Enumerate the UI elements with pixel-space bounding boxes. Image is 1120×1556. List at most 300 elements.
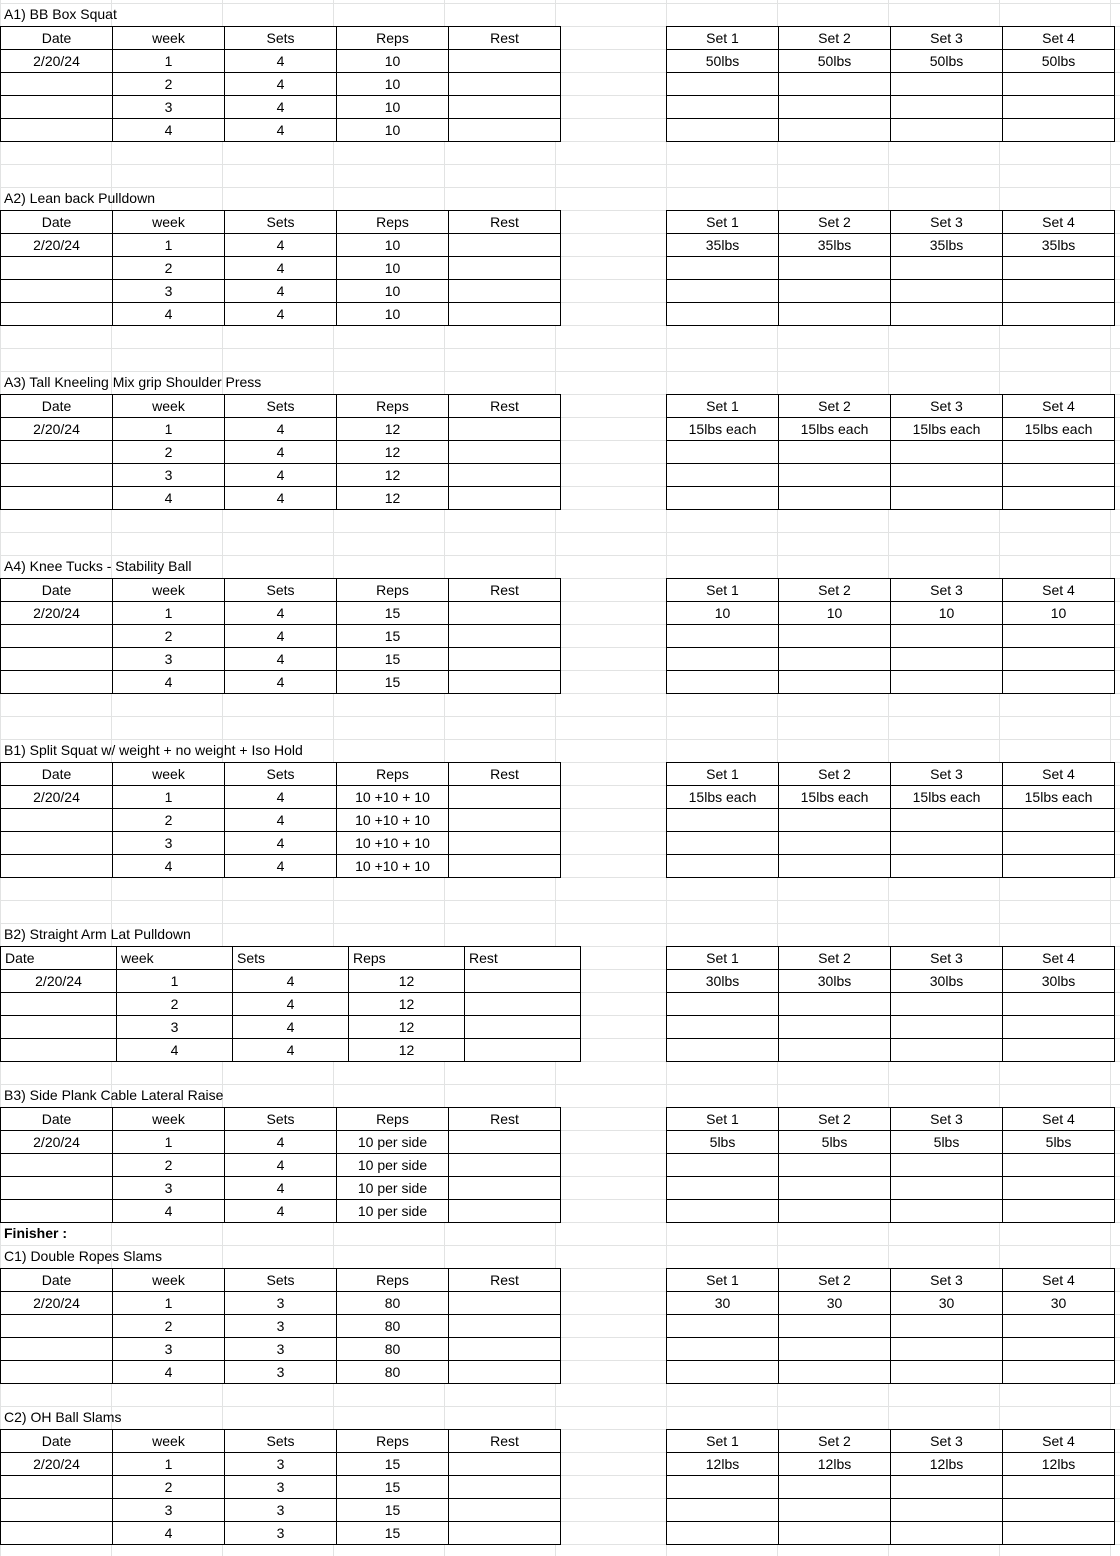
cell-date[interactable] xyxy=(1,1499,113,1522)
cell-date[interactable]: 2/20/24 xyxy=(1,50,113,73)
cell-rest[interactable] xyxy=(449,671,561,694)
cell-date[interactable]: 2/20/24 xyxy=(1,418,113,441)
cell-rest[interactable] xyxy=(449,1361,561,1384)
header-sets[interactable]: Sets xyxy=(225,1108,337,1131)
cell-rest[interactable] xyxy=(449,1522,561,1545)
cell-set-3[interactable] xyxy=(891,1039,1003,1062)
cell-set-4[interactable]: 15lbs each xyxy=(1003,418,1115,441)
cell-set-1[interactable] xyxy=(667,1154,779,1177)
cell-set-2[interactable] xyxy=(779,1154,891,1177)
cell-set-4[interactable] xyxy=(1003,280,1115,303)
cell-week[interactable]: 1 xyxy=(113,1131,225,1154)
header-set-2[interactable]: Set 2 xyxy=(779,1430,891,1453)
cell-date[interactable]: 2/20/24 xyxy=(1,1131,113,1154)
cell-set-4[interactable] xyxy=(1003,73,1115,96)
cell-set-4[interactable]: 30 xyxy=(1003,1292,1115,1315)
cell-set-3[interactable]: 10 xyxy=(891,602,1003,625)
cell-reps[interactable]: 10 per side xyxy=(337,1200,449,1223)
cell-set-1[interactable] xyxy=(667,96,779,119)
cell-set-3[interactable] xyxy=(891,648,1003,671)
cell-set-2[interactable] xyxy=(779,441,891,464)
header-set-4[interactable]: Set 4 xyxy=(1003,395,1115,418)
header-week[interactable]: week xyxy=(113,1108,225,1131)
cell-rest[interactable] xyxy=(465,1016,581,1039)
cell-sets[interactable]: 4 xyxy=(225,280,337,303)
cell-set-2[interactable]: 30 xyxy=(779,1292,891,1315)
header-set-4[interactable]: Set 4 xyxy=(1003,579,1115,602)
cell-sets[interactable]: 4 xyxy=(233,1016,349,1039)
cell-set-4[interactable] xyxy=(1003,1200,1115,1223)
cell-rest[interactable] xyxy=(449,234,561,257)
cell-rest[interactable] xyxy=(449,602,561,625)
header-reps[interactable]: Reps xyxy=(337,763,449,786)
cell-rest[interactable] xyxy=(449,257,561,280)
cell-set-1[interactable] xyxy=(667,625,779,648)
cell-rest[interactable] xyxy=(449,73,561,96)
cell-set-2[interactable]: 5lbs xyxy=(779,1131,891,1154)
header-set-4[interactable]: Set 4 xyxy=(1003,1430,1115,1453)
cell-set-4[interactable] xyxy=(1003,1039,1115,1062)
cell-sets[interactable]: 4 xyxy=(225,832,337,855)
exercise-title[interactable]: B3) Side Plank Cable Lateral Raise xyxy=(4,1087,224,1103)
cell-set-1[interactable] xyxy=(667,993,779,1016)
cell-week[interactable]: 4 xyxy=(113,1522,225,1545)
header-rest[interactable]: Rest xyxy=(449,1430,561,1453)
cell-set-4[interactable] xyxy=(1003,671,1115,694)
exercise-title[interactable]: B2) Straight Arm Lat Pulldown xyxy=(4,926,191,942)
cell-sets[interactable]: 4 xyxy=(225,648,337,671)
cell-week[interactable]: 3 xyxy=(113,1499,225,1522)
cell-sets[interactable]: 3 xyxy=(225,1499,337,1522)
cell-set-2[interactable]: 10 xyxy=(779,602,891,625)
cell-week[interactable]: 2 xyxy=(113,625,225,648)
cell-set-3[interactable] xyxy=(891,832,1003,855)
cell-set-3[interactable]: 15lbs each xyxy=(891,418,1003,441)
cell-set-2[interactable]: 12lbs xyxy=(779,1453,891,1476)
exercise-title[interactable]: A1) BB Box Squat xyxy=(4,6,117,22)
header-rest[interactable]: Rest xyxy=(465,947,581,970)
cell-set-3[interactable] xyxy=(891,809,1003,832)
cell-sets[interactable]: 3 xyxy=(225,1315,337,1338)
cell-date[interactable]: 2/20/24 xyxy=(1,786,113,809)
cell-set-2[interactable] xyxy=(779,464,891,487)
cell-week[interactable]: 3 xyxy=(113,96,225,119)
cell-reps[interactable]: 10 xyxy=(337,234,449,257)
header-set-1[interactable]: Set 1 xyxy=(667,1430,779,1453)
cell-week[interactable]: 1 xyxy=(113,50,225,73)
cell-set-2[interactable] xyxy=(779,119,891,142)
exercise-title[interactable]: A4) Knee Tucks - Stability Ball xyxy=(4,558,192,574)
cell-reps[interactable]: 10 +10 + 10 xyxy=(337,809,449,832)
cell-date[interactable] xyxy=(1,671,113,694)
header-set-3[interactable]: Set 3 xyxy=(891,395,1003,418)
cell-set-1[interactable] xyxy=(667,257,779,280)
cell-sets[interactable]: 3 xyxy=(225,1522,337,1545)
cell-reps[interactable]: 15 xyxy=(337,1499,449,1522)
cell-set-3[interactable]: 30lbs xyxy=(891,970,1003,993)
cell-set-4[interactable]: 12lbs xyxy=(1003,1453,1115,1476)
cell-reps[interactable]: 12 xyxy=(349,1039,465,1062)
cell-set-1[interactable]: 35lbs xyxy=(667,234,779,257)
header-sets[interactable]: Sets xyxy=(225,395,337,418)
cell-week[interactable]: 2 xyxy=(113,1315,225,1338)
cell-week[interactable]: 3 xyxy=(113,1177,225,1200)
header-set-4[interactable]: Set 4 xyxy=(1003,211,1115,234)
cell-reps[interactable]: 10 per side xyxy=(337,1154,449,1177)
cell-rest[interactable] xyxy=(449,1499,561,1522)
cell-set-4[interactable]: 50lbs xyxy=(1003,50,1115,73)
header-rest[interactable]: Rest xyxy=(449,27,561,50)
header-set-1[interactable]: Set 1 xyxy=(667,27,779,50)
header-set-4[interactable]: Set 4 xyxy=(1003,1269,1115,1292)
cell-sets[interactable]: 4 xyxy=(225,1154,337,1177)
cell-set-2[interactable] xyxy=(779,1016,891,1039)
cell-set-4[interactable] xyxy=(1003,487,1115,510)
cell-week[interactable]: 1 xyxy=(113,602,225,625)
cell-rest[interactable] xyxy=(449,1315,561,1338)
header-reps[interactable]: Reps xyxy=(337,27,449,50)
cell-set-2[interactable] xyxy=(779,487,891,510)
header-set-3[interactable]: Set 3 xyxy=(891,763,1003,786)
cell-set-3[interactable] xyxy=(891,1476,1003,1499)
cell-set-2[interactable] xyxy=(779,671,891,694)
cell-rest[interactable] xyxy=(449,1338,561,1361)
header-set-1[interactable]: Set 1 xyxy=(667,1108,779,1131)
cell-set-3[interactable]: 12lbs xyxy=(891,1453,1003,1476)
header-sets[interactable]: Sets xyxy=(225,579,337,602)
cell-rest[interactable] xyxy=(449,303,561,326)
cell-set-1[interactable] xyxy=(667,832,779,855)
cell-sets[interactable]: 4 xyxy=(225,234,337,257)
cell-week[interactable]: 3 xyxy=(113,648,225,671)
cell-set-4[interactable] xyxy=(1003,1361,1115,1384)
cell-week[interactable]: 1 xyxy=(113,786,225,809)
cell-sets[interactable]: 4 xyxy=(225,671,337,694)
exercise-title[interactable]: A2) Lean back Pulldown xyxy=(4,190,155,206)
cell-set-1[interactable]: 5lbs xyxy=(667,1131,779,1154)
cell-set-4[interactable]: 5lbs xyxy=(1003,1131,1115,1154)
cell-sets[interactable]: 4 xyxy=(233,970,349,993)
cell-set-3[interactable] xyxy=(891,280,1003,303)
cell-set-2[interactable] xyxy=(779,832,891,855)
cell-sets[interactable]: 4 xyxy=(225,1131,337,1154)
header-week[interactable]: week xyxy=(113,395,225,418)
cell-set-2[interactable]: 30lbs xyxy=(779,970,891,993)
cell-set-2[interactable]: 50lbs xyxy=(779,50,891,73)
cell-set-1[interactable]: 30 xyxy=(667,1292,779,1315)
cell-set-3[interactable] xyxy=(891,1154,1003,1177)
cell-set-1[interactable]: 50lbs xyxy=(667,50,779,73)
header-week[interactable]: week xyxy=(113,1269,225,1292)
cell-set-3[interactable] xyxy=(891,1361,1003,1384)
cell-date[interactable] xyxy=(1,1476,113,1499)
cell-sets[interactable]: 3 xyxy=(225,1453,337,1476)
cell-reps[interactable]: 10 per side xyxy=(337,1131,449,1154)
cell-rest[interactable] xyxy=(449,1200,561,1223)
cell-sets[interactable]: 4 xyxy=(225,855,337,878)
header-sets[interactable]: Sets xyxy=(233,947,349,970)
cell-set-2[interactable] xyxy=(779,1499,891,1522)
cell-set-1[interactable]: 10 xyxy=(667,602,779,625)
cell-rest[interactable] xyxy=(449,832,561,855)
cell-date[interactable] xyxy=(1,303,113,326)
cell-set-4[interactable] xyxy=(1003,1177,1115,1200)
header-set-4[interactable]: Set 4 xyxy=(1003,947,1115,970)
header-rest[interactable]: Rest xyxy=(449,1269,561,1292)
cell-date[interactable] xyxy=(1,648,113,671)
cell-sets[interactable]: 4 xyxy=(225,1200,337,1223)
cell-set-2[interactable] xyxy=(779,303,891,326)
cell-rest[interactable] xyxy=(449,1453,561,1476)
cell-rest[interactable] xyxy=(449,1131,561,1154)
cell-reps[interactable]: 10 per side xyxy=(337,1177,449,1200)
cell-set-1[interactable] xyxy=(667,1361,779,1384)
cell-sets[interactable]: 3 xyxy=(225,1338,337,1361)
header-set-2[interactable]: Set 2 xyxy=(779,947,891,970)
cell-set-3[interactable] xyxy=(891,1338,1003,1361)
cell-reps[interactable]: 15 xyxy=(337,602,449,625)
cell-rest[interactable] xyxy=(449,1476,561,1499)
cell-set-2[interactable] xyxy=(779,1177,891,1200)
header-set-2[interactable]: Set 2 xyxy=(779,1269,891,1292)
cell-week[interactable]: 2 xyxy=(113,809,225,832)
cell-set-2[interactable] xyxy=(779,1039,891,1062)
header-set-2[interactable]: Set 2 xyxy=(779,763,891,786)
cell-sets[interactable]: 4 xyxy=(225,464,337,487)
cell-set-2[interactable] xyxy=(779,1338,891,1361)
cell-week[interactable]: 1 xyxy=(113,1453,225,1476)
cell-set-3[interactable] xyxy=(891,303,1003,326)
cell-set-4[interactable]: 35lbs xyxy=(1003,234,1115,257)
cell-set-4[interactable] xyxy=(1003,809,1115,832)
cell-set-4[interactable] xyxy=(1003,257,1115,280)
cell-set-3[interactable] xyxy=(891,1200,1003,1223)
cell-reps[interactable]: 10 +10 + 10 xyxy=(337,786,449,809)
cell-date[interactable] xyxy=(1,809,113,832)
header-set-3[interactable]: Set 3 xyxy=(891,947,1003,970)
cell-set-3[interactable] xyxy=(891,464,1003,487)
header-set-1[interactable]: Set 1 xyxy=(667,579,779,602)
cell-set-1[interactable] xyxy=(667,280,779,303)
cell-reps[interactable]: 10 +10 + 10 xyxy=(337,832,449,855)
cell-date[interactable] xyxy=(1,1315,113,1338)
header-date[interactable]: Date xyxy=(1,211,113,234)
cell-set-3[interactable] xyxy=(891,1499,1003,1522)
cell-set-4[interactable] xyxy=(1003,832,1115,855)
cell-date[interactable]: 2/20/24 xyxy=(1,970,117,993)
cell-set-2[interactable] xyxy=(779,855,891,878)
cell-date[interactable]: 2/20/24 xyxy=(1,1453,113,1476)
cell-set-4[interactable]: 10 xyxy=(1003,602,1115,625)
header-sets[interactable]: Sets xyxy=(225,27,337,50)
cell-date[interactable] xyxy=(1,1039,117,1062)
cell-set-1[interactable]: 30lbs xyxy=(667,970,779,993)
cell-date[interactable] xyxy=(1,1338,113,1361)
cell-reps[interactable]: 12 xyxy=(337,441,449,464)
cell-date[interactable] xyxy=(1,1154,113,1177)
header-reps[interactable]: Reps xyxy=(337,1269,449,1292)
cell-set-1[interactable] xyxy=(667,648,779,671)
cell-set-2[interactable] xyxy=(779,73,891,96)
cell-sets[interactable]: 4 xyxy=(225,119,337,142)
cell-set-1[interactable] xyxy=(667,119,779,142)
cell-set-2[interactable] xyxy=(779,993,891,1016)
header-week[interactable]: week xyxy=(113,1430,225,1453)
cell-date[interactable] xyxy=(1,832,113,855)
header-reps[interactable]: Reps xyxy=(337,1108,449,1131)
cell-sets[interactable]: 4 xyxy=(233,1039,349,1062)
cell-set-4[interactable] xyxy=(1003,464,1115,487)
cell-reps[interactable]: 12 xyxy=(337,464,449,487)
exercise-title[interactable]: B1) Split Squat w/ weight + no weight + Iso Hold xyxy=(4,742,303,758)
exercise-title[interactable]: C2) OH Ball Slams xyxy=(4,1409,122,1425)
cell-set-4[interactable] xyxy=(1003,648,1115,671)
cell-reps[interactable]: 80 xyxy=(337,1292,449,1315)
cell-set-4[interactable] xyxy=(1003,625,1115,648)
cell-sets[interactable]: 4 xyxy=(225,625,337,648)
cell-set-4[interactable] xyxy=(1003,1315,1115,1338)
cell-sets[interactable]: 4 xyxy=(225,303,337,326)
header-reps[interactable]: Reps xyxy=(337,1430,449,1453)
cell-set-2[interactable] xyxy=(779,1522,891,1545)
cell-rest[interactable] xyxy=(449,96,561,119)
cell-set-2[interactable] xyxy=(779,809,891,832)
cell-set-4[interactable] xyxy=(1003,1338,1115,1361)
header-set-1[interactable]: Set 1 xyxy=(667,763,779,786)
cell-sets[interactable]: 3 xyxy=(225,1361,337,1384)
cell-reps[interactable]: 12 xyxy=(337,487,449,510)
cell-set-1[interactable] xyxy=(667,671,779,694)
cell-reps[interactable]: 15 xyxy=(337,625,449,648)
cell-sets[interactable]: 4 xyxy=(225,418,337,441)
cell-set-1[interactable] xyxy=(667,1522,779,1545)
cell-set-4[interactable] xyxy=(1003,1016,1115,1039)
cell-reps[interactable]: 15 xyxy=(337,1476,449,1499)
cell-set-3[interactable]: 35lbs xyxy=(891,234,1003,257)
cell-reps[interactable]: 10 xyxy=(337,96,449,119)
cell-reps[interactable]: 10 xyxy=(337,257,449,280)
cell-set-4[interactable] xyxy=(1003,96,1115,119)
header-date[interactable]: Date xyxy=(1,1269,113,1292)
header-date[interactable]: Date xyxy=(1,947,117,970)
cell-sets[interactable]: 3 xyxy=(225,1292,337,1315)
header-reps[interactable]: Reps xyxy=(349,947,465,970)
header-date[interactable]: Date xyxy=(1,27,113,50)
header-set-2[interactable]: Set 2 xyxy=(779,27,891,50)
cell-set-1[interactable] xyxy=(667,487,779,510)
cell-date[interactable] xyxy=(1,487,113,510)
cell-set-4[interactable] xyxy=(1003,1499,1115,1522)
cell-rest[interactable] xyxy=(449,418,561,441)
cell-reps[interactable]: 10 xyxy=(337,280,449,303)
cell-set-2[interactable]: 35lbs xyxy=(779,234,891,257)
cell-set-1[interactable] xyxy=(667,464,779,487)
header-set-3[interactable]: Set 3 xyxy=(891,211,1003,234)
cell-rest[interactable] xyxy=(449,625,561,648)
cell-date[interactable] xyxy=(1,1522,113,1545)
cell-set-1[interactable] xyxy=(667,855,779,878)
cell-rest[interactable] xyxy=(449,50,561,73)
cell-set-4[interactable] xyxy=(1003,1522,1115,1545)
cell-rest[interactable] xyxy=(449,280,561,303)
cell-reps[interactable]: 10 xyxy=(337,303,449,326)
cell-week[interactable]: 3 xyxy=(113,464,225,487)
cell-set-2[interactable] xyxy=(779,648,891,671)
cell-week[interactable]: 3 xyxy=(113,280,225,303)
cell-sets[interactable]: 4 xyxy=(225,487,337,510)
cell-week[interactable]: 4 xyxy=(117,1039,233,1062)
cell-set-1[interactable] xyxy=(667,1476,779,1499)
cell-date[interactable] xyxy=(1,73,113,96)
exercise-title[interactable]: A3) Tall Kneeling Mix grip Shoulder Press xyxy=(4,374,262,390)
cell-reps[interactable]: 15 xyxy=(337,1522,449,1545)
cell-set-2[interactable]: 15lbs each xyxy=(779,786,891,809)
cell-sets[interactable]: 4 xyxy=(225,786,337,809)
cell-week[interactable]: 4 xyxy=(113,855,225,878)
cell-date[interactable] xyxy=(1,625,113,648)
header-reps[interactable]: Reps xyxy=(337,211,449,234)
cell-reps[interactable]: 10 xyxy=(337,119,449,142)
header-set-1[interactable]: Set 1 xyxy=(667,211,779,234)
header-set-1[interactable]: Set 1 xyxy=(667,947,779,970)
cell-set-3[interactable] xyxy=(891,441,1003,464)
header-date[interactable]: Date xyxy=(1,579,113,602)
cell-set-4[interactable] xyxy=(1003,441,1115,464)
cell-week[interactable]: 2 xyxy=(113,1154,225,1177)
cell-sets[interactable]: 3 xyxy=(225,1476,337,1499)
header-week[interactable]: week xyxy=(117,947,233,970)
header-rest[interactable]: Rest xyxy=(449,763,561,786)
cell-date[interactable] xyxy=(1,257,113,280)
cell-set-1[interactable] xyxy=(667,1315,779,1338)
cell-week[interactable]: 1 xyxy=(117,970,233,993)
header-set-1[interactable]: Set 1 xyxy=(667,1269,779,1292)
header-set-1[interactable]: Set 1 xyxy=(667,395,779,418)
cell-set-1[interactable]: 12lbs xyxy=(667,1453,779,1476)
cell-reps[interactable]: 15 xyxy=(337,1453,449,1476)
cell-date[interactable] xyxy=(1,441,113,464)
cell-week[interactable]: 2 xyxy=(113,1476,225,1499)
cell-reps[interactable]: 15 xyxy=(337,671,449,694)
cell-set-4[interactable]: 30lbs xyxy=(1003,970,1115,993)
cell-week[interactable]: 2 xyxy=(113,257,225,280)
cell-set-3[interactable] xyxy=(891,1177,1003,1200)
cell-date[interactable] xyxy=(1,96,113,119)
cell-set-3[interactable]: 30 xyxy=(891,1292,1003,1315)
cell-date[interactable] xyxy=(1,119,113,142)
cell-set-1[interactable]: 15lbs each xyxy=(667,786,779,809)
header-week[interactable]: week xyxy=(113,211,225,234)
cell-reps[interactable]: 15 xyxy=(337,648,449,671)
cell-set-3[interactable] xyxy=(891,855,1003,878)
cell-set-3[interactable]: 15lbs each xyxy=(891,786,1003,809)
cell-reps[interactable]: 80 xyxy=(337,1361,449,1384)
cell-set-2[interactable] xyxy=(779,280,891,303)
cell-rest[interactable] xyxy=(449,648,561,671)
cell-rest[interactable] xyxy=(449,1292,561,1315)
cell-week[interactable]: 3 xyxy=(113,1338,225,1361)
cell-sets[interactable]: 4 xyxy=(225,73,337,96)
header-date[interactable]: Date xyxy=(1,1430,113,1453)
cell-week[interactable]: 2 xyxy=(113,73,225,96)
cell-set-4[interactable] xyxy=(1003,1476,1115,1499)
cell-date[interactable] xyxy=(1,464,113,487)
cell-set-2[interactable] xyxy=(779,1361,891,1384)
header-reps[interactable]: Reps xyxy=(337,579,449,602)
cell-week[interactable]: 3 xyxy=(117,1016,233,1039)
cell-sets[interactable]: 4 xyxy=(225,809,337,832)
cell-sets[interactable]: 4 xyxy=(225,96,337,119)
